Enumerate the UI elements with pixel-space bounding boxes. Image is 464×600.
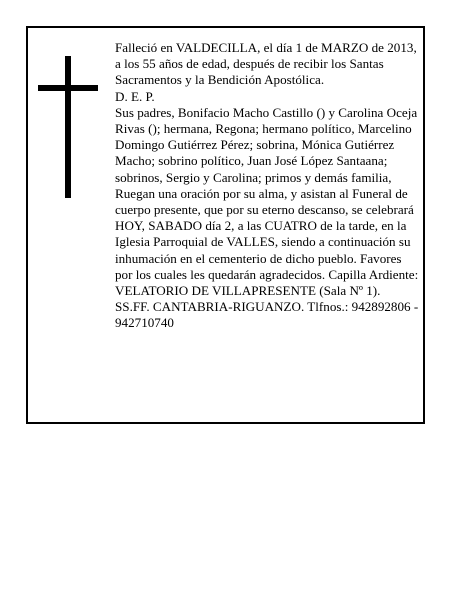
cross-horizontal-bar: [38, 85, 98, 91]
funeral-request-paragraph: Ruegan una oración por su alma, y asistan al Funeral de cuerpo presente, que por su eterno descanso, se celebrará HOY, SABADO día 2, a las CUATRO de la tarde, en la Iglesia Parroquial de VALLES, siendo a continuación su inhumación en el cementerio de dicho pueblo. Favores por los cuales les quedarán agradecidos. Capilla Ardiente: VELATORIO DE VILLAPRESENTE (Sala Nº 1).: [115, 185, 419, 299]
family-paragraph: Sus padres, Bonifacio Macho Castillo () y Carolina Oceja Rivas (); hermana, Regona; hermano político, Marcelino Domingo Gutiérrez Pérez; sobrina, Mónica Gutiérrez Macho; sobrino político, Juan José López Santaana; sobrinos, Sergio y Carolina; primos y demás familia,: [115, 104, 418, 185]
obituary-text: [115, 40, 421, 332]
obituary-notice: [26, 26, 425, 424]
rip-line: D. E. P.: [115, 88, 155, 104]
cross-icon: [38, 56, 98, 198]
announcement-paragraph: Falleció en VALDECILLA, el día 1 de MARZO de 2013, a los 55 años de edad, después de recibir los Santas Sacramentos y la Bendición Apostólica.: [115, 40, 417, 88]
funeral-home-line: SS.FF. CANTABRIA-RIGUANZO. Tlfnos.: 942892806 - 942710740: [115, 299, 419, 331]
cross-vertical-bar: [65, 56, 71, 198]
